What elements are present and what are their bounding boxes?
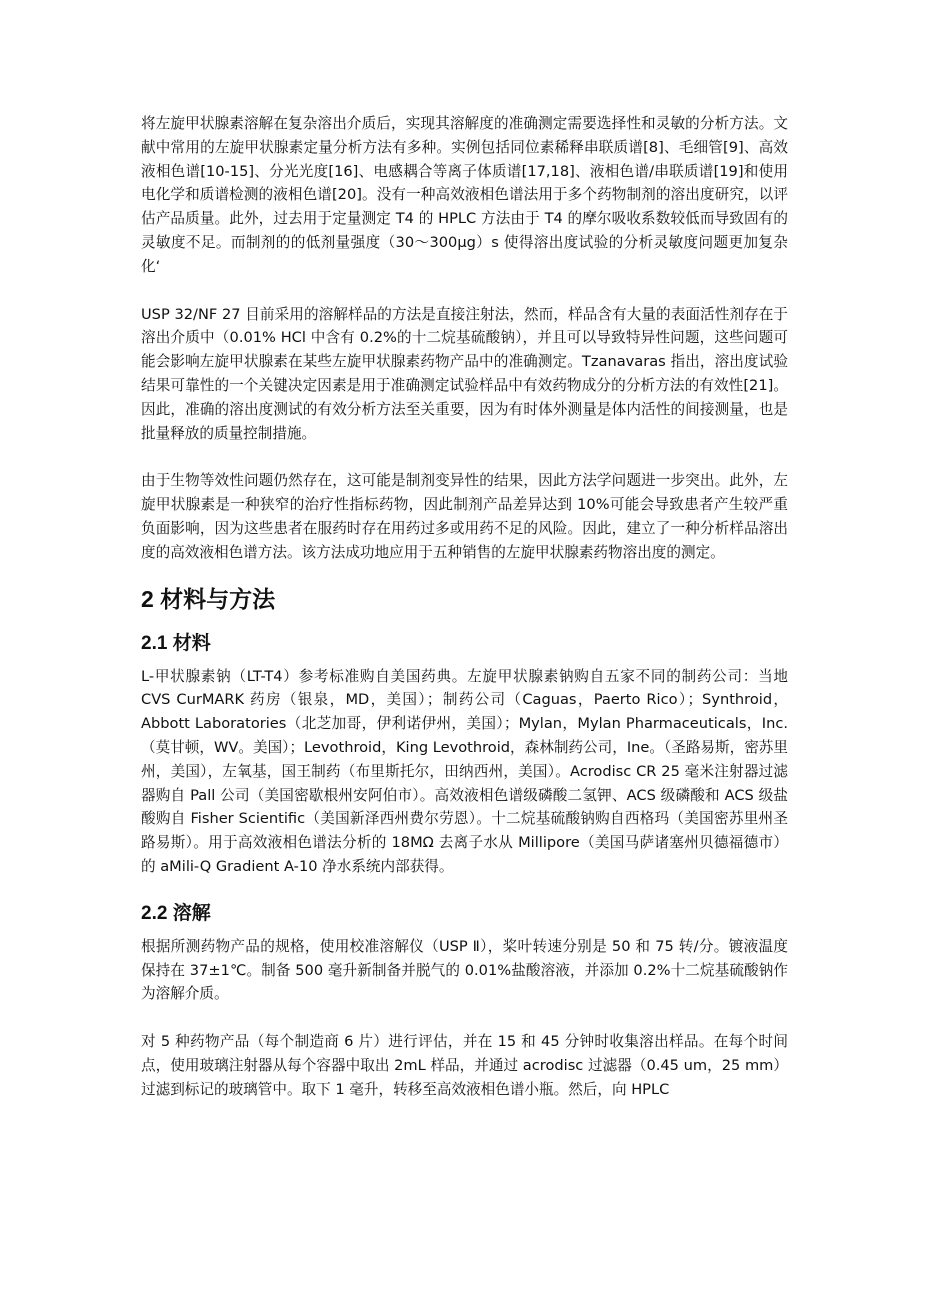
document-page: [141, 112, 788, 1102]
intro-paragraph-1: 将左旋甲状腺素溶解在复杂溶出介质后，实现其溶解度的准确测定需要选择性和灵敏的分析方法。文献中常用的左旋甲状腺素定量分析方法有多种。实例包括同位素稀释串联质谱[8]、毛细管[9]、高效液相色谱[10-15]、分光光度[16]、电感耦合等离子体质谱[17,18]、液相色谱/串联质谱[19]和使用电化学和质谱检测的液相色谱[20]。没有一种高效液相色谱法用于多个药物制剂的溶出度研究，以评估产品质量。此外，过去用于定量测定 T4 的 HPLC 方法由于 T4 的摩尔吸收系数较低而导致固有的灵敏度不足。而制剂的的低剂量强度（30～300μg）s 使得溶出度试验的分析灵敏度问题更加复杂化‘: [141, 115, 788, 275]
paragraph-spacer: [141, 445, 788, 469]
intro-paragraph-2: USP 32/NF 27 目前采用的溶解样品的方法是直接注射法，然而，样品含有大量的表面活性剂存在于溶出介质中（0.01% HCl 中含有 0.2%的十二烷基硫酸钠），并且可以导致特异性问题，这些问题可能会影响左旋甲状腺素在某些左旋甲状腺素药物产品中的准确测定。Tzanavaras 指出，溶出度试验结果可靠性的一个关键决定因素是用于准确测定试验样品中有效药物成分的分析方法的有效性[21]。因此，准确的溶出度测试的有效分析方法至关重要，因为有时体外测量是体内活性的间接测量，也是批量释放的质量控制措施。: [141, 305, 788, 442]
materials-heading: 2.1 材料: [141, 632, 211, 654]
dissolution-paragraph-2: 对 5 种药物产品（每个制造商 6 片）进行评估，并在 15 和 45 分钟时收集溶出样品。在每个时间点，使用玻璃注射器从每个容器中取出 2mL 样品，并通过 acrodisc 过滤器（0.45 um，25 mm）过滤到标记的玻璃管中。取下 1 毫升，转移至高效液相色谱小瓶。然后，向 HPLC: [141, 1033, 788, 1098]
section-heading: 2 材料与方法: [141, 585, 276, 612]
paragraph-spacer: [141, 1006, 788, 1030]
dissolution-paragraph-1: 根据所测药物产品的规格，使用校准溶解仪（USP Ⅱ），桨叶转速分别是 50 和 75 转/分。镀液温度保持在 37±1℃。制备 500 毫升新制备并脱气的 0.01%盐酸溶液，并添加 0.2%十二烷基硫酸钠作为溶解介质。: [141, 937, 788, 1003]
intro-paragraph-3: 由于生物等效性问题仍然存在，这可能是制剂变异性的结果，因此方法学问题进一步突出。此外，左旋甲状腺素是一种狭窄的治疗性指标药物，因此制剂产品差异达到 10%可能会导致患者产生较严重负面影响，因为这些患者在服药时存在用药过多或用药不足的风险。因此，建立了一种分析样品溶出度的高效液相色谱方法。该方法成功地应用于五种销售的左旋甲状腺素药物溶出度的测定。: [141, 472, 788, 561]
paragraph-spacer: [141, 279, 788, 303]
dissolution-heading: 2.2 溶解: [141, 902, 211, 924]
materials-paragraph: L-甲状腺素钠（LT-T4）参考标准购自美国药典。左旋甲状腺素钠购自五家不同的制药公司：当地 CVS CurMARK 药房（银泉，MD，美国）；制药公司（Caguas，Paerto Rico）；Synthroid，Abbott Laboratories（北芝加哥，伊利诺伊州，美国）；Mylan，Mylan Pharmaceuticals，Inc.（莫甘顿，WV。美国）；Levothroid，King Levothroid，森林制药公司，Ine。（圣路易斯，密苏里州，美国），左氧基，国王制药（布里斯托尔，田纳西州，美国）。Acrodisc CR 25 毫米注射器过滤器购自 Pall 公司（美国密歇根州安阿伯市）。高效液相色谱级磷酸二氢钾、ACS 级磷酸和 ACS 级盐酸购自 Fisher Scientific（美国新泽西州费尔劳恩）。十二烷基硫酸钠购自西格玛（美国密苏里州圣路易斯）。用于高效液相色谱法分析的 18MΩ 去离子水从 Millipore（美国马萨诸塞州贝德福德市）的 aMili-Q Gradient A-10 净水系统内部获得。: [141, 667, 788, 875]
